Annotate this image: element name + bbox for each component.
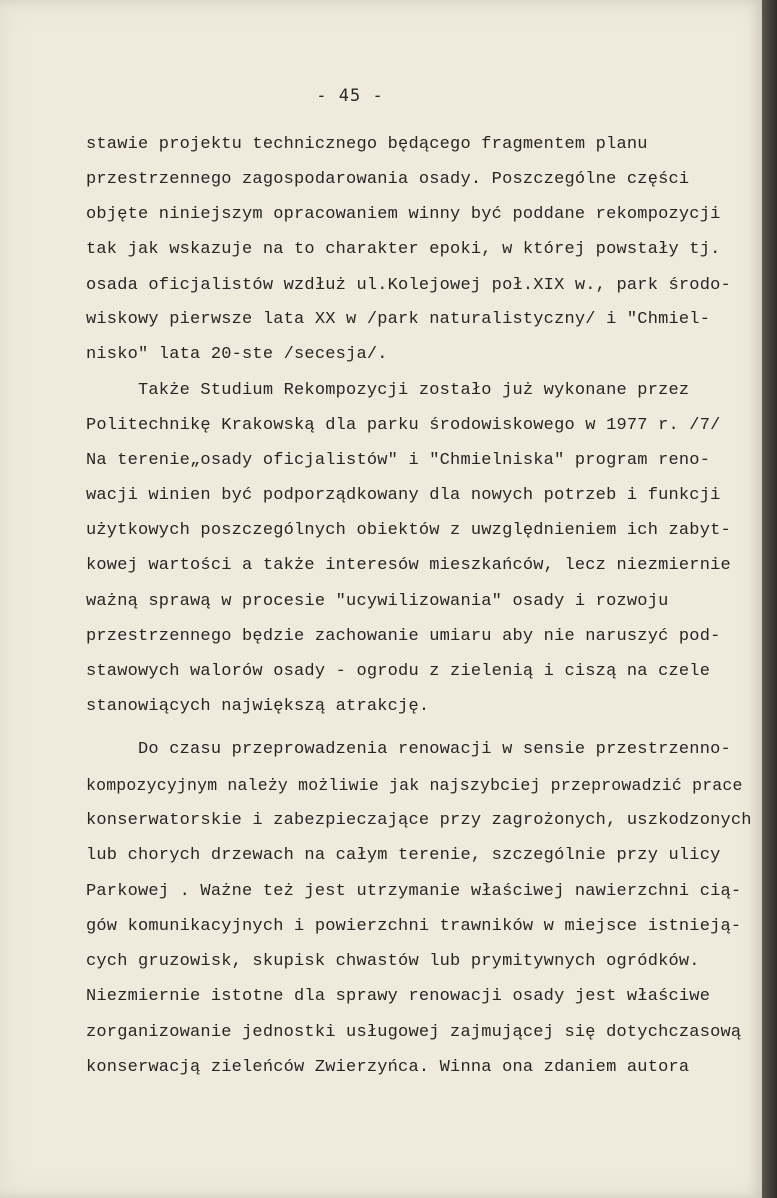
text-line: Parkowej . Ważne też jest utrzymanie właściwej nawierzchni cią- bbox=[86, 882, 742, 901]
text-line: kowej wartości a także interesów mieszkańców, lecz niezmiernie bbox=[86, 556, 731, 575]
text-line: objęte niniejszym opracowaniem winny być poddane rekompozycji bbox=[86, 205, 721, 224]
text-line: wiskowy pierwsze lata XX w /park naturalistyczny/ i "Chmiel- bbox=[86, 310, 711, 329]
page-edge-shadow bbox=[762, 0, 777, 1198]
text-line: konserwacją zieleńców Zwierzyńca. Winna ona zdaniem autora bbox=[86, 1058, 690, 1077]
text-line: zorganizowanie jednostki usługowej zajmującej się dotychczasową bbox=[86, 1023, 742, 1042]
text-line: nisko" lata 20-ste /secesja/. bbox=[86, 345, 388, 364]
text-line: stawie projektu technicznego będącego fragmentem planu bbox=[86, 135, 648, 154]
text-line: konserwatorskie i zabezpieczające przy zagrożonych, uszkodzonych bbox=[86, 811, 752, 830]
text-line: wacji winien być podporządkowany dla nowych potrzeb i funkcji bbox=[86, 486, 721, 505]
text-line: kompozycyjnym należy możliwie jak najszybciej przeprowadzić prace bbox=[86, 776, 743, 795]
text-line: lub chorych drzewach na całym terenie, szczególnie przy ulicy bbox=[86, 846, 721, 865]
text-line: stawowych walorów osady - ogrodu z zielenią i ciszą na czele bbox=[86, 662, 711, 681]
text-line: przestrzennego będzie zachowanie umiaru aby nie naruszyć pod- bbox=[86, 627, 721, 646]
text-line: Także Studium Rekompozycji zostało już wykonane przez bbox=[86, 381, 690, 400]
text-line: ważną sprawą w procesie "ucywilizowania" osady i rozwoju bbox=[86, 592, 669, 611]
text-line: użytkowych poszczególnych obiektów z uwzględnieniem ich zabyt- bbox=[86, 521, 731, 540]
text-line: tak jak wskazuje na to charakter epoki, w której powstały tj. bbox=[86, 240, 721, 259]
text-line: gów komunikacyjnych i powierzchni trawników w miejsce istnieją- bbox=[86, 917, 742, 936]
page-number: - 45 - bbox=[316, 86, 384, 106]
text-line: Do czasu przeprowadzenia renowacji w sensie przestrzenno- bbox=[86, 740, 731, 759]
text-line: Niezmiernie istotne dla sprawy renowacji osady jest właściwe bbox=[86, 987, 711, 1006]
text-line: Na terenie„osady oficjalistów" i "Chmielniska" program reno- bbox=[86, 451, 711, 470]
text-line: Politechnikę Krakowską dla parku środowiskowego w 1977 r. /7/ bbox=[86, 416, 721, 435]
text-line: osada oficjalistów wzdłuż ul.Kolejowej poł.XIX w., park środo- bbox=[86, 276, 731, 295]
text-line: stanowiących największą atrakcję. bbox=[86, 697, 430, 716]
text-line: cych gruzowisk, skupisk chwastów lub prymitywnych ogródków. bbox=[86, 952, 700, 971]
text-line: przestrzennego zagospodarowania osady. Poszczególne części bbox=[86, 170, 690, 189]
